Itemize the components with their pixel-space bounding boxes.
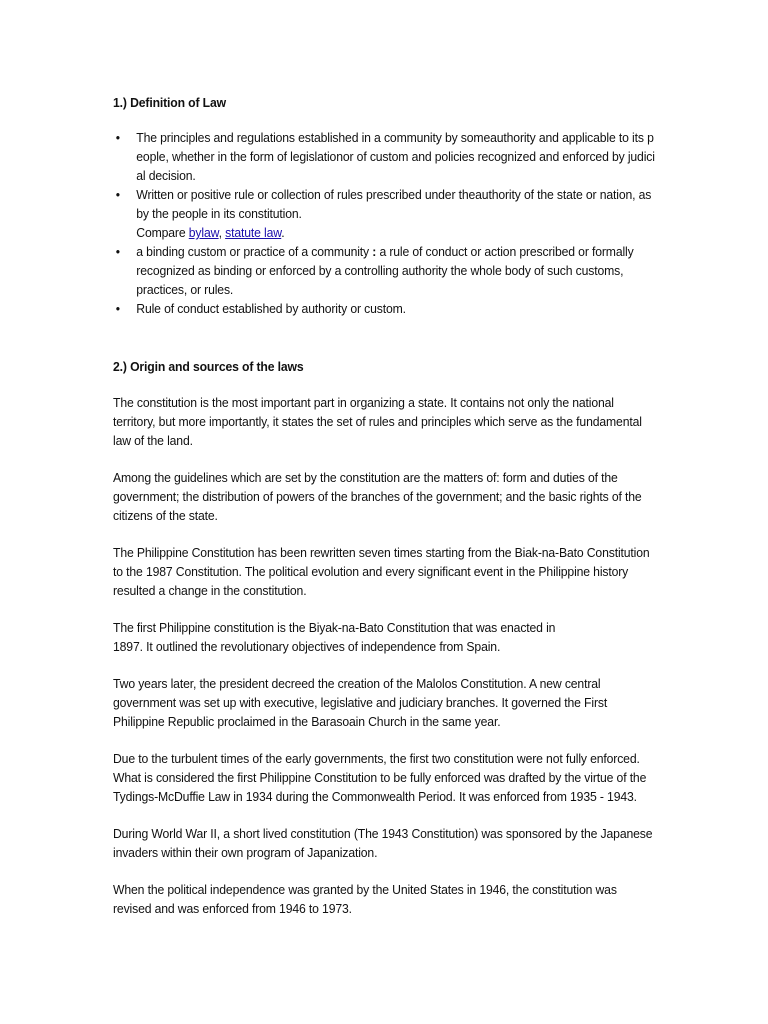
text-line: invaders within their own program of Japanization. bbox=[113, 846, 378, 860]
section-definition-of-law bbox=[113, 94, 662, 319]
list-item bbox=[113, 186, 662, 243]
text-line: Two years later, the president decreed the creation of the Malolos Constitution. A new central bbox=[113, 677, 601, 691]
text-line: The principles and regulations established in a community by someauthority and applicable to its p bbox=[136, 131, 654, 145]
paragraph bbox=[113, 619, 662, 657]
paragraph bbox=[113, 750, 662, 807]
text-line: Philippine Republic proclaimed in the Barasoain Church in the same year. bbox=[113, 715, 501, 729]
text-line: Due to the turbulent times of the early governments, the first two constitution were not fully enforced. bbox=[113, 752, 640, 766]
bullet-icon: • bbox=[115, 188, 120, 202]
text-line: eople, whether in the form of legislationor of custom and policies recognized and enforced by judici bbox=[136, 150, 655, 164]
section-heading: 2.) Origin and sources of the laws bbox=[113, 360, 304, 374]
statute-law-link[interactable]: statute law bbox=[225, 226, 282, 240]
paragraph bbox=[113, 675, 662, 732]
text-line: Among the guidelines which are set by the constitution are the matters of: form and duties of the bbox=[113, 471, 618, 485]
colon-mark: : bbox=[372, 245, 377, 259]
paragraph bbox=[113, 881, 662, 919]
text-line: resulted a change in the constitution. bbox=[113, 584, 307, 598]
section-heading: 1.) Definition of Law bbox=[113, 96, 227, 110]
text-line: When the political independence was granted by the United States in 1946, the constitution was bbox=[113, 883, 617, 897]
text-line: The Philippine Constitution has been rewritten seven times starting from the Biak-na-Bato Constitution bbox=[113, 546, 650, 560]
paragraph bbox=[113, 394, 662, 451]
text-line: During World War II, a short lived constitution (The 1943 Constitution) was sponsored by the Japanese bbox=[113, 827, 653, 841]
text-line: government; the distribution of powers of the branches of the government; and the basic rights of the bbox=[113, 490, 642, 504]
text-fragment: a rule of conduct or action prescribed or formally bbox=[376, 245, 634, 259]
text-line: revised and was enforced from 1946 to 1973. bbox=[113, 902, 352, 916]
text-line bbox=[136, 243, 662, 262]
definition-list bbox=[113, 129, 662, 319]
bullet-icon: • bbox=[115, 131, 120, 145]
text-line: recognized as binding or enforced by a controlling authority the whole body of such customs, bbox=[136, 264, 624, 278]
compare-line bbox=[136, 224, 662, 243]
text-fragment: a binding custom or practice of a community bbox=[136, 245, 373, 259]
list-item bbox=[113, 243, 662, 300]
document-page bbox=[113, 94, 662, 919]
text-line: Rule of conduct established by authority or custom. bbox=[136, 302, 406, 316]
paragraph bbox=[113, 544, 662, 601]
text-line: to the 1987 Constitution. The political evolution and every significant event in the Philippine history bbox=[113, 565, 629, 579]
text-line: territory, but more importantly, it states the set of rules and principles which serve as the fundamental bbox=[113, 415, 642, 429]
bullet-icon: • bbox=[115, 245, 120, 259]
bylaw-link[interactable]: bylaw bbox=[188, 226, 219, 240]
list-item bbox=[113, 300, 662, 319]
section-origin-and-sources bbox=[113, 358, 662, 919]
compare-end: . bbox=[281, 226, 285, 240]
text-line: by the people in its constitution. bbox=[136, 207, 302, 221]
text-line: Written or positive rule or collection of rules prescribed under theauthority of the state or nation, as bbox=[136, 188, 652, 202]
text-line: citizens of the state. bbox=[113, 509, 218, 523]
paragraph bbox=[113, 825, 662, 863]
text-line: government was set up with executive, legislative and judiciary branches. It governed the First bbox=[113, 696, 608, 710]
text-line: What is considered the first Philippine Constitution to be fully enforced was drafted by the virtue of the bbox=[113, 771, 647, 785]
text-line: 1897. It outlined the revolutionary objectives of independence from Spain. bbox=[113, 640, 501, 654]
text-line: practices, or rules. bbox=[136, 283, 234, 297]
text-line: al decision. bbox=[136, 169, 196, 183]
compare-prefix: Compare bbox=[136, 226, 189, 240]
text-line: Tydings-McDuffie Law in 1934 during the Commonwealth Period. It was enforced from 1935 - 1943. bbox=[113, 790, 637, 804]
bullet-icon: • bbox=[115, 302, 120, 316]
text-line: law of the land. bbox=[113, 434, 193, 448]
list-item bbox=[113, 129, 662, 186]
compare-separator: , bbox=[218, 226, 226, 240]
paragraph bbox=[113, 469, 662, 526]
text-line: The constitution is the most important part in organizing a state. It contains not only the national bbox=[113, 396, 614, 410]
text-line: The first Philippine constitution is the Biyak-na-Bato Constitution that was enacted in bbox=[113, 621, 556, 635]
